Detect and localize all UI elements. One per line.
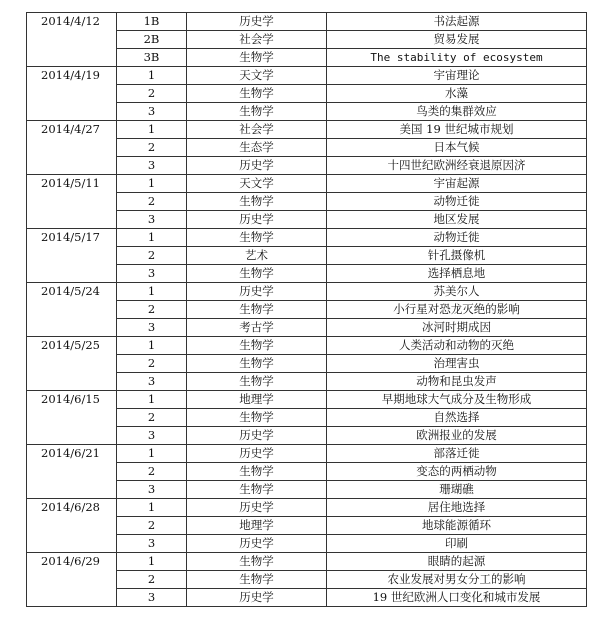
topic-title-cell: 鸟类的集群效应	[327, 103, 587, 121]
session-number-cell: 2	[117, 193, 187, 211]
session-number-cell: 1	[117, 175, 187, 193]
topic-title-cell: 部落迁徙	[327, 445, 587, 463]
subject-cell: 生物学	[187, 301, 327, 319]
date-cell: 2014/5/11	[27, 175, 117, 229]
topic-title-cell: 治理害虫	[327, 355, 587, 373]
topic-title-cell: 地球能源循环	[327, 517, 587, 535]
date-cell: 2014/5/25	[27, 337, 117, 391]
date-cell: 2014/6/15	[27, 391, 117, 445]
subject-cell: 生物学	[187, 409, 327, 427]
session-number-cell: 3	[117, 211, 187, 229]
topic-title-cell: 十四世纪欧洲经衰退原因济	[327, 157, 587, 175]
subject-cell: 生物学	[187, 373, 327, 391]
subject-cell: 历史学	[187, 535, 327, 553]
subject-cell: 生物学	[187, 481, 327, 499]
session-number-cell: 1	[117, 229, 187, 247]
session-number-cell: 2	[117, 409, 187, 427]
topic-title-cell: 冰河时期成因	[327, 319, 587, 337]
session-number-cell: 1	[117, 553, 187, 571]
subject-cell: 生物学	[187, 265, 327, 283]
session-number-cell: 2	[117, 247, 187, 265]
session-number-cell: 2B	[117, 31, 187, 49]
topic-title-cell: The stability of ecosystem	[327, 49, 587, 67]
session-number-cell: 3	[117, 103, 187, 121]
date-cell: 2014/6/21	[27, 445, 117, 499]
session-number-cell: 1	[117, 283, 187, 301]
topic-title-cell: 小行星对恐龙灭绝的影响	[327, 301, 587, 319]
subject-cell: 历史学	[187, 427, 327, 445]
table-row	[27, 121, 587, 139]
table-row	[27, 445, 587, 463]
subject-cell: 生物学	[187, 463, 327, 481]
topic-title-cell: 贸易发展	[327, 31, 587, 49]
topic-title-cell: 选择栖息地	[327, 265, 587, 283]
topic-title-cell: 农业发展对男女分工的影响	[327, 571, 587, 589]
topic-title-cell: 动物迁徙	[327, 229, 587, 247]
session-number-cell: 3	[117, 589, 187, 607]
subject-cell: 地理学	[187, 391, 327, 409]
subject-cell: 历史学	[187, 13, 327, 31]
session-number-cell: 2	[117, 301, 187, 319]
topic-title-cell: 19 世纪欧洲人口变化和城市发展	[327, 589, 587, 607]
session-number-cell: 1	[117, 391, 187, 409]
session-number-cell: 1	[117, 121, 187, 139]
schedule-table-body	[27, 13, 587, 607]
session-number-cell: 1	[117, 499, 187, 517]
session-number-cell: 3	[117, 157, 187, 175]
session-number-cell: 1B	[117, 13, 187, 31]
topic-title-cell: 居住地选择	[327, 499, 587, 517]
session-number-cell: 2	[117, 517, 187, 535]
topic-title-cell: 人类活动和动物的灭绝	[327, 337, 587, 355]
session-number-cell: 2	[117, 139, 187, 157]
subject-cell: 生物学	[187, 553, 327, 571]
session-number-cell: 3	[117, 373, 187, 391]
subject-cell: 历史学	[187, 589, 327, 607]
schedule-table	[26, 12, 587, 607]
subject-cell: 历史学	[187, 211, 327, 229]
topic-title-cell: 宇宙理论	[327, 67, 587, 85]
date-cell: 2014/6/28	[27, 499, 117, 553]
session-number-cell: 2	[117, 463, 187, 481]
subject-cell: 生物学	[187, 337, 327, 355]
topic-title-cell: 苏美尔人	[327, 283, 587, 301]
session-number-cell: 2	[117, 355, 187, 373]
topic-title-cell: 针孔摄像机	[327, 247, 587, 265]
date-cell: 2014/6/29	[27, 553, 117, 607]
subject-cell: 生物学	[187, 571, 327, 589]
topic-title-cell: 日本气候	[327, 139, 587, 157]
subject-cell: 地理学	[187, 517, 327, 535]
table-row	[27, 337, 587, 355]
topic-title-cell: 美国 19 世纪城市规划	[327, 121, 587, 139]
subject-cell: 天文学	[187, 175, 327, 193]
session-number-cell: 1	[117, 445, 187, 463]
table-row	[27, 67, 587, 85]
subject-cell: 历史学	[187, 157, 327, 175]
subject-cell: 生态学	[187, 139, 327, 157]
session-number-cell: 1	[117, 67, 187, 85]
topic-title-cell: 动物迁徙	[327, 193, 587, 211]
subject-cell: 历史学	[187, 499, 327, 517]
subject-cell: 考古学	[187, 319, 327, 337]
session-number-cell: 1	[117, 337, 187, 355]
subject-cell: 生物学	[187, 229, 327, 247]
table-row	[27, 229, 587, 247]
session-number-cell: 3	[117, 535, 187, 553]
session-number-cell: 3	[117, 481, 187, 499]
subject-cell: 生物学	[187, 85, 327, 103]
date-cell: 2014/5/17	[27, 229, 117, 283]
session-number-cell: 3	[117, 319, 187, 337]
date-cell: 2014/5/24	[27, 283, 117, 337]
topic-title-cell: 变态的两栖动物	[327, 463, 587, 481]
session-number-cell: 3	[117, 265, 187, 283]
session-number-cell: 3	[117, 427, 187, 445]
topic-title-cell: 珊瑚礁	[327, 481, 587, 499]
topic-title-cell: 水藻	[327, 85, 587, 103]
session-number-cell: 3B	[117, 49, 187, 67]
table-row	[27, 283, 587, 301]
date-cell: 2014/4/19	[27, 67, 117, 121]
topic-title-cell: 动物和昆虫发声	[327, 373, 587, 391]
subject-cell: 艺术	[187, 247, 327, 265]
table-row	[27, 175, 587, 193]
subject-cell: 历史学	[187, 283, 327, 301]
subject-cell: 生物学	[187, 103, 327, 121]
table-row	[27, 13, 587, 31]
subject-cell: 天文学	[187, 67, 327, 85]
subject-cell: 生物学	[187, 49, 327, 67]
topic-title-cell: 宇宙起源	[327, 175, 587, 193]
session-number-cell: 2	[117, 571, 187, 589]
topic-title-cell: 地区发展	[327, 211, 587, 229]
date-cell: 2014/4/12	[27, 13, 117, 67]
subject-cell: 社会学	[187, 121, 327, 139]
date-cell: 2014/4/27	[27, 121, 117, 175]
subject-cell: 历史学	[187, 445, 327, 463]
table-row	[27, 391, 587, 409]
topic-title-cell: 欧洲报业的发展	[327, 427, 587, 445]
topic-title-cell: 眼睛的起源	[327, 553, 587, 571]
topic-title-cell: 自然选择	[327, 409, 587, 427]
subject-cell: 社会学	[187, 31, 327, 49]
topic-title-cell: 印刷	[327, 535, 587, 553]
topic-title-cell: 早期地球大气成分及生物形成	[327, 391, 587, 409]
topic-title-cell: 书法起源	[327, 13, 587, 31]
subject-cell: 生物学	[187, 193, 327, 211]
table-row	[27, 499, 587, 517]
session-number-cell: 2	[117, 85, 187, 103]
table-row	[27, 553, 587, 571]
subject-cell: 生物学	[187, 355, 327, 373]
